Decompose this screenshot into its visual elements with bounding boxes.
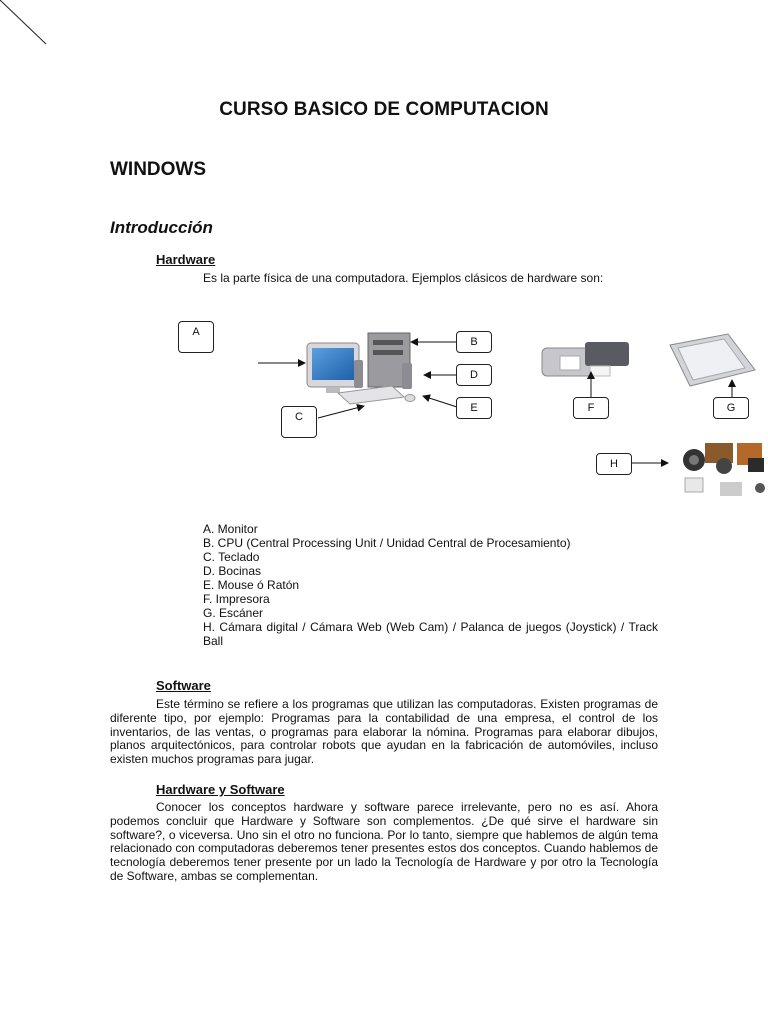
intro-heading: Introducción [110, 218, 213, 237]
hardware-software-paragraph: Conocer los conceptos hardware y software parece irrelevante, pero no es así. Ahora podemos concluir que Hardware y Software son complementos. ¿De qué sirve el hardware sin software?, o viceversa. Uno sin el otro no funciona. Por lo tanto, siempre que hablemos de algún tema relacionado con computadoras deberemos tener presentes estos dos conceptos. Cuando hablemos de tecnología deberemos tener presente por un lado la Tecnología de Hardware y por otro la Tecnología de Software, ambas se complementan. [110, 800, 658, 883]
figure-label-a: A [178, 321, 214, 353]
hardware-legend [203, 522, 658, 648]
software-paragraph: Este término se refiere a los programas que utilizan las computadoras. Existen programas de diferente tipo, por ejemplo: Programas para la contabilidad de una empresa, el control de los inventarios, de las ventas, o programas para elaborar la nómina. Programas para elaborar dibujos, planos arquitectónicos, para controlar robots que ayudan en la fabricación de automóviles, incluso existen muchos programas para jugar. [110, 697, 658, 767]
computer-illustration [307, 333, 415, 404]
peripherals-illustration [683, 443, 765, 496]
legend-item: E. Mouse ó Ratón [203, 578, 300, 592]
printer-illustration [542, 342, 629, 376]
figure-label-e: E [456, 397, 492, 419]
legend-item: D. Bocinas [203, 564, 262, 578]
figure-label-g: G [713, 397, 749, 419]
legend-item: H. Cámara digital / Cámara Web (Web Cam) / Palanca de juegos (Joystick) / Track Ball [203, 620, 658, 648]
legend-item: C. Teclado [203, 550, 260, 564]
document-title: CURSO BASICO DE COMPUTACION [219, 99, 549, 120]
legend-item: F. Impresora [203, 592, 270, 606]
section-heading: WINDOWS [110, 159, 207, 180]
legend-item: A. Monitor [203, 522, 258, 536]
figure-label-h: H [596, 453, 632, 475]
legend-item: B. CPU (Central Processing Unit / Unidad Central de Procesamiento) [203, 536, 571, 550]
scanner-illustration [670, 334, 755, 386]
hardware-software-heading: Hardware y Software [156, 782, 285, 797]
figure-label-b: B [456, 331, 492, 353]
software-heading: Software [156, 678, 211, 693]
hardware-description: Es la parte física de una computadora. Ejemplos clásicos de hardware son: [203, 271, 604, 285]
figure-label-f: F [573, 397, 609, 419]
legend-item: G. Escáner [203, 606, 264, 620]
figure-label-c: C [281, 406, 317, 438]
hardware-heading: Hardware [156, 252, 216, 267]
figure-label-d: D [456, 364, 492, 386]
